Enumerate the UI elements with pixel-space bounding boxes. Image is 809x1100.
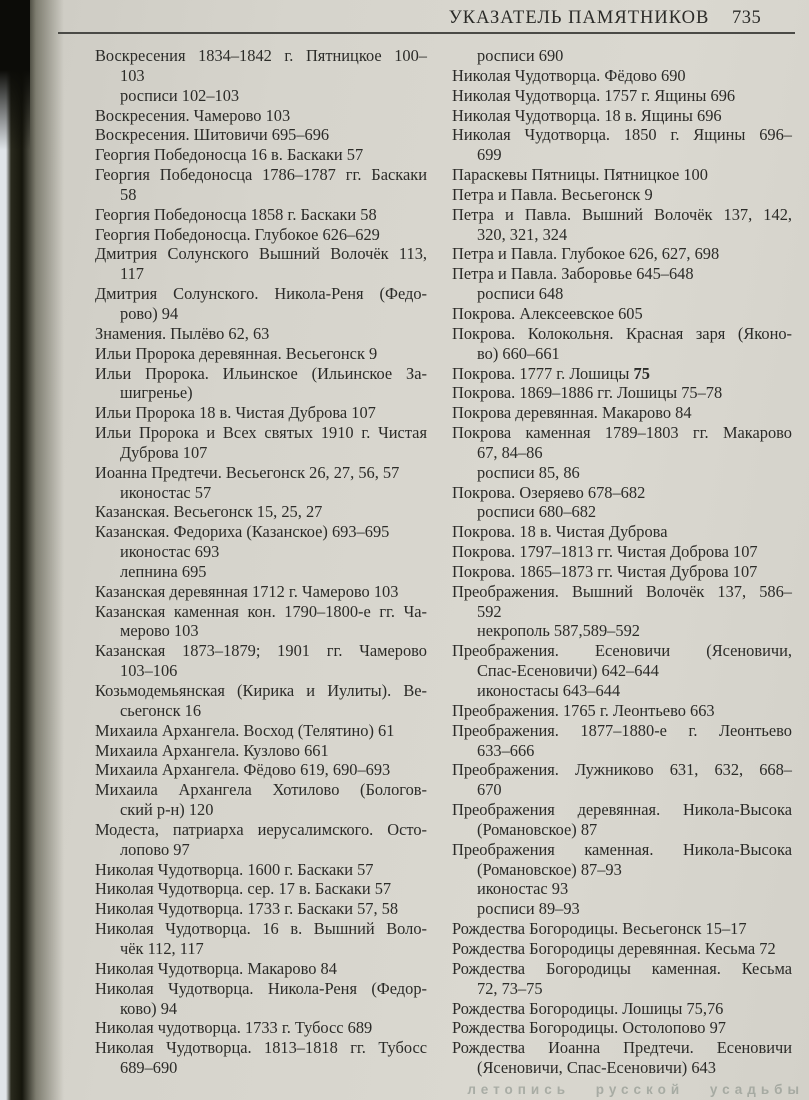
index-line: Покрова каменная 1789–1803 гг. Макарово (452, 423, 792, 443)
index-line: Дмитрия Солунского Вышний Волочёк 113, (95, 244, 427, 264)
index-line: Казанская. Федориха (Казанское) 693–695 (95, 522, 390, 542)
index-line: Рождества Иоанна Предтечи. Есеновичи (452, 1038, 792, 1058)
index-line: чёк 112, 117 (120, 938, 204, 958)
running-title: УКАЗАТЕЛЬ ПАМЯТНИКОВ (448, 8, 710, 28)
index-line: Казанская деревянная 1712 г. Чамерово 103 (95, 581, 399, 601)
page-corner-shadow (0, 0, 30, 150)
index-line: Покрова. 18 в. Чистая Дуброва (452, 522, 668, 542)
index-line: Покрова. Колокольня. Красная заря (Яконо- (452, 323, 792, 343)
index-line: иконостас 57 (120, 482, 212, 502)
index-line: (Романовское) 87–93 (477, 859, 622, 879)
page-number: 735 (732, 8, 762, 28)
index-line: Покрова. Алексеевское 605 (452, 303, 643, 323)
index-line: некрополь 587,589–592 (477, 621, 640, 641)
index-line: Модеста, патриарха иерусалимского. Осто- (95, 819, 427, 839)
index-line: ский р-н) 120 (120, 800, 214, 820)
index-line: 592 (477, 601, 502, 621)
index-line: 699 (477, 145, 502, 165)
index-line: (Романовское) 87 (477, 819, 598, 839)
index-line: Иоанна Предтечи. Весьегонск 26, 27, 56, 57 (95, 462, 400, 482)
index-line: Николая Чудотворца. 1600 г. Баскаки 57 (95, 859, 374, 879)
index-line: Воскресения. Чамерово 103 (95, 105, 291, 125)
index-line: Петра и Павла. Заборовье 645–648 (452, 264, 694, 284)
index-line: Покрова. 1865–1873 гг. Чистая Дуброва 107 (452, 561, 758, 581)
index-line: лепнина 695 (120, 561, 207, 581)
index-line: Николая Чудотворца. Макарово 84 (95, 958, 337, 978)
index-line: Георгия Победоносца 16 в. Баскаки 57 (95, 145, 364, 165)
index-line: Козьмодемьянская (Кирика и Иулиты). Ве- (95, 681, 427, 700)
index-line: Рождества Богородицы деревянная. Кесьма 72 (452, 938, 776, 958)
index-line: Михаила Архангела Хотилово (Бологов- (95, 780, 427, 800)
index-line: Георгия Победоносца 1858 г. Баскаки 58 (95, 204, 377, 224)
index-line: 103–106 (120, 661, 178, 681)
index-line: Преображения. Лужниково 631, 632, 668– (452, 760, 792, 780)
index-line: Дуброва 107 (120, 442, 208, 462)
index-line: Казанская каменная кон. 1790–1800-е гг. Ча- (95, 601, 427, 621)
index-line: Николая Чудотворца. 18 в. Ящины 696 (452, 105, 722, 125)
index-line: Преображения. 1765 г. Леонтьево 663 (452, 700, 715, 720)
index-line: Петра и Павла. Вышний Волочёк 137, 142, (452, 204, 792, 224)
index-line: Преображения деревянная. Никола-Высока (452, 800, 792, 820)
index-line: Знамения. Пылёво 62, 63 (95, 323, 270, 343)
index-line: Казанская 1873–1879; 1901 гг. Чамерово (95, 641, 427, 661)
index-line: во) 660–661 (477, 343, 560, 363)
index-line: росписи 690 (477, 46, 564, 65)
index-line: 58 (120, 184, 137, 204)
index-line: росписи 680–682 (477, 502, 597, 522)
index-column-right (452, 46, 792, 1078)
index-line: Спас-Есеновичи) 642–644 (477, 661, 659, 681)
index-line: лопово 97 (120, 839, 190, 859)
index-line: Параскевы Пятницы. Пятницкое 100 (452, 165, 708, 185)
index-line: (Ясеновичи, Спас-Есеновичи) 643 (477, 1058, 716, 1078)
index-line: Рождества Богородицы каменная. Кесьма (452, 958, 792, 978)
index-line: Николая Чудотворца. 16 в. Вышний Воло- (95, 919, 427, 939)
index-line: иконостас 93 (477, 879, 569, 899)
index-line: Рождества Богородицы. Весьегонск 15–17 (452, 919, 747, 939)
index-line: Николая Чудотворца. Никола-Реня (Федор- (95, 978, 427, 998)
watermark-text: летопись русской усадьбы (467, 1082, 804, 1097)
index-line: Дмитрия Солунского. Никола-Реня (Федо- (95, 284, 427, 304)
index-line: шигренье) (120, 383, 193, 403)
index-line: Воскресения. Шитовичи 695–696 (95, 125, 330, 145)
index-line: Ильи Пророка и Всех святых 1910 г. Чистая (95, 423, 427, 443)
index-line: Ильи Пророка деревянная. Весьегонск 9 (95, 343, 378, 363)
index-line: Рождества Богородицы. Лошицы 75,76 (452, 998, 724, 1018)
index-line: 633–666 (477, 740, 535, 760)
index-line: иконостас 693 (120, 542, 220, 562)
index-line: Михаила Архангела. Кузлово 661 (95, 740, 329, 760)
index-line: Николая Чудотворца. 1757 г. Ящины 696 (452, 85, 736, 105)
index-line: Николая Чудотворца. 1813–1818 гг. Тубосс (95, 1038, 427, 1058)
index-line-bold-page-ref: 75 (633, 363, 650, 383)
index-line: 670 (477, 780, 502, 800)
index-line: Петра и Павла. Глубокое 626, 627, 698 (452, 244, 720, 264)
index-line: Николая Чудотворца. Фёдово 690 (452, 65, 686, 85)
index-line: Николая Чудотворца. 1733 г. Баскаки 57, 58 (95, 899, 399, 919)
index-line: росписи 102–103 (120, 85, 240, 105)
index-line: росписи 89–93 (477, 899, 580, 919)
index-line: Воскресения 1834–1842 г. Пятницкое 100– (95, 46, 427, 65)
index-line: Покрова деревянная. Макарово 84 (452, 403, 692, 423)
index-line: ково) 94 (120, 998, 178, 1018)
index-line: Преображения каменная. Никола-Высока (452, 839, 792, 859)
index-line: Михаила Архангела. Фёдово 619, 690–693 (95, 760, 391, 780)
index-line: сьегонск 16 (120, 700, 202, 720)
index-line: Преображения. 1877–1880-е г. Леонтьево (452, 720, 792, 740)
index-line: Казанская. Весьегонск 15, 25, 27 (95, 502, 323, 522)
index-line: Георгия Победоносца. Глубокое 626–629 (95, 224, 380, 244)
index-line: 67, 84–86 (477, 442, 543, 462)
index-line: 320, 321, 324 (477, 224, 568, 244)
index-line: Преображения. Вышний Волочёк 137, 586– (452, 581, 792, 601)
header-rule (58, 32, 795, 34)
index-line: Преображения. Есеновичи (Ясеновичи, (452, 641, 792, 661)
index-line: Михаила Архангела. Восход (Телятино) 61 (95, 720, 395, 740)
index-column-left (95, 46, 427, 1078)
index-line: Петра и Павла. Весьегонск 9 (452, 184, 653, 204)
index-line: Николая Чудотворца. сер. 17 в. Баскаки 57 (95, 879, 392, 899)
index-line: росписи 85, 86 (477, 462, 580, 482)
index-line: Ильи Пророка 18 в. Чистая Дуброва 107 (95, 403, 376, 423)
index-line: Рождества Богородицы. Остолопово 97 (452, 1018, 726, 1038)
index-line: Ильи Пророка. Ильинское (Ильинское За- (95, 363, 427, 383)
index-line: 103 (120, 65, 145, 85)
index-line: 117 (120, 264, 144, 284)
index-line: рово) 94 (120, 303, 179, 323)
index-line: Георгия Победоносца 1786–1787 гг. Баскаки (95, 165, 427, 185)
index-line: 72, 73–75 (477, 978, 543, 998)
index-line: Покрова. 1777 г. Лошицы 75 (452, 363, 650, 383)
page-gutter-shadow (0, 0, 70, 1100)
index-line: мерово 103 (120, 621, 199, 641)
index-line: 689–690 (120, 1058, 178, 1078)
index-line: Покрова. Озеряево 678–682 (452, 482, 646, 502)
index-line: Покрова. 1797–1813 гг. Чистая Доброва 107 (452, 542, 758, 562)
index-line: росписи 648 (477, 284, 564, 304)
index-line: Николая чудотворца. 1733 г. Тубосс 689 (95, 1018, 373, 1038)
index-line: Николая Чудотворца. 1850 г. Ящины 696– (452, 125, 792, 145)
index-line: иконостасы 643–644 (477, 681, 621, 700)
index-line: Покрова. 1869–1886 гг. Лошицы 75–78 (452, 383, 723, 403)
